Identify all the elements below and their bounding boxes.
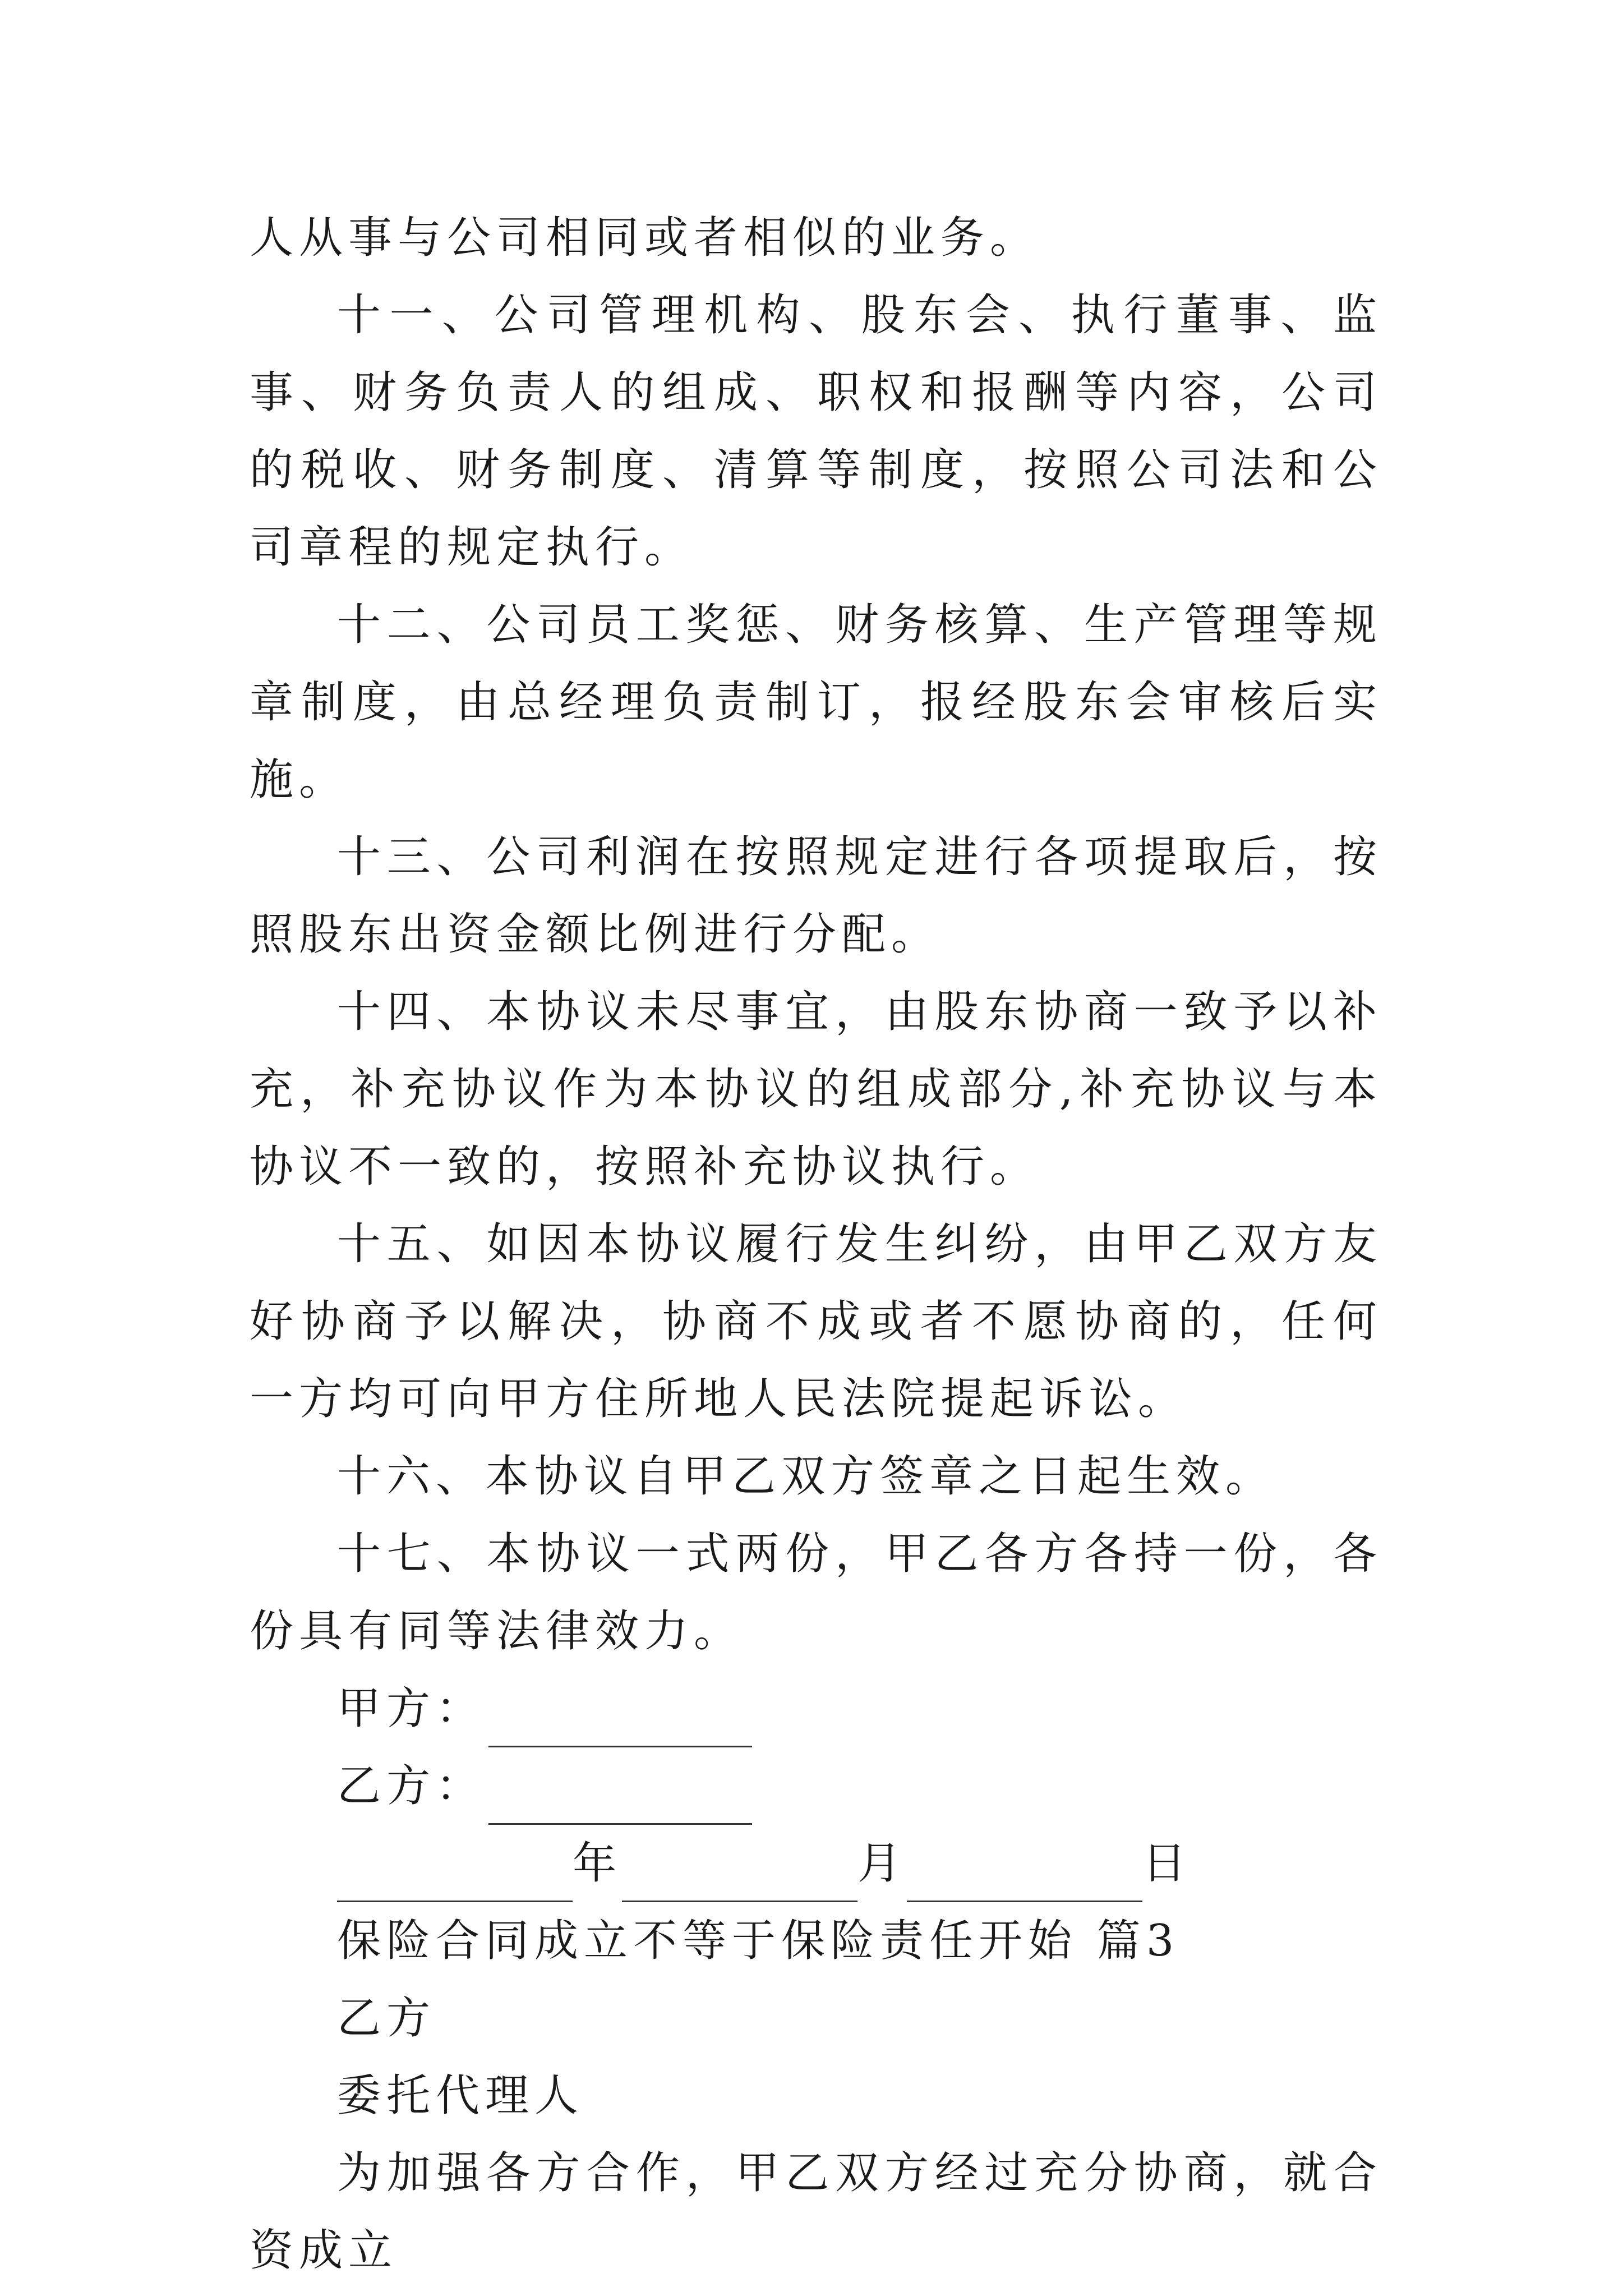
- party-a-label: 甲方：: [337, 1683, 486, 1734]
- month-label: 月: [857, 1838, 907, 1889]
- day-label: 日: [1142, 1838, 1192, 1889]
- party-b-label: 乙方：: [337, 1761, 486, 1811]
- party-b-line: 乙方: [337, 1993, 436, 2044]
- section-intro: 为加强各方合作，甲乙双方经过充分协商，就合资成立: [250, 2148, 1382, 2276]
- agent-line: 委托代理人: [337, 2070, 584, 2121]
- party-b-signature-line: [250, 1747, 1382, 1825]
- clause-17: 十七、本协议一式两份，甲乙各方各持一份，各份具有同等法律效力。: [250, 1529, 1382, 1657]
- party-a-blank[interactable]: [488, 1697, 752, 1747]
- section-heading: 保险合同成立不等于保险责任开始 篇3: [337, 1916, 1180, 1966]
- clause-14: 十四、本协议未尽事宜，由股东协商一致予以补充，补充协议作为本协议的组成部分,补充协议与本协议不一致的，按照补充协议执行。: [250, 987, 1382, 1192]
- clause-13: 十三、公司利润在按照规定进行各项提取后，按照股东出资金额比例进行分配。: [250, 832, 1382, 960]
- year-blank[interactable]: [337, 1852, 573, 1902]
- clause-11: 十一、公司管理机构、股东会、执行董事、监事、财务负责人的组成、职权和报酬等内容，公司的税收、财务制度、清算等制度，按照公司法和公司章程的规定执行。: [250, 290, 1382, 573]
- document-body: [250, 199, 1382, 2289]
- day-blank[interactable]: [907, 1852, 1142, 1902]
- paragraph-continuation: 人从事与公司相同或者相似的业务。: [250, 213, 1040, 263]
- year-label: 年: [573, 1838, 623, 1889]
- party-b-blank[interactable]: [488, 1775, 752, 1825]
- clause-12: 十二、公司员工奖惩、财务核算、生产管理等规章制度，由总经理负责制订，报经股东会审核后实施。: [250, 600, 1382, 805]
- clause-16: 十六、本协议自甲乙双方签章之日起生效。: [337, 1451, 1275, 1502]
- date-line: [250, 1825, 1382, 1902]
- party-a-signature-line: [250, 1670, 1382, 1747]
- month-blank[interactable]: [622, 1852, 857, 1902]
- clause-15: 十五、如因本协议履行发生纠纷，由甲乙双方友好协商予以解决，协商不成或者不愿协商的，任何一方均可向甲方住所地人民法院提起诉讼。: [250, 1219, 1382, 1424]
